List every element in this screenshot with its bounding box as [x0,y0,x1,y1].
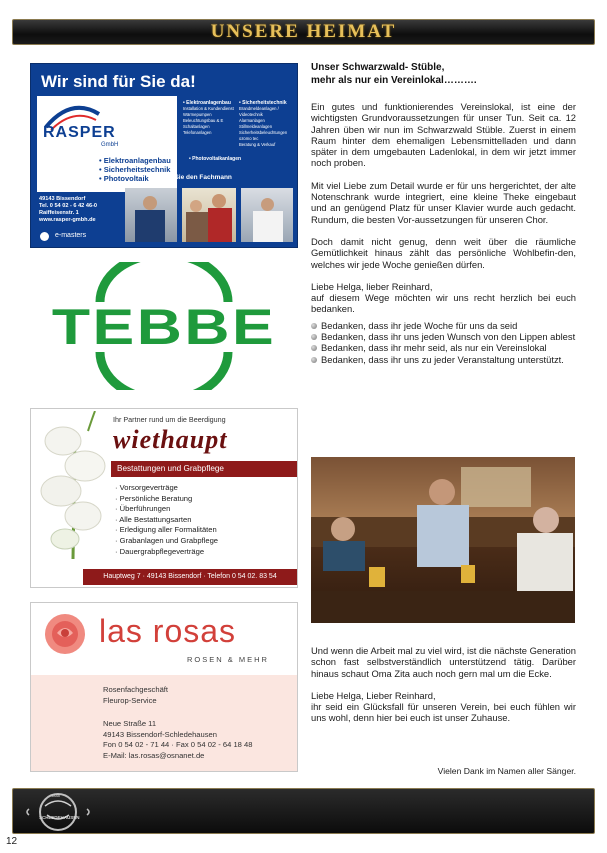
wiethaupt-service: · Dauergrabpflegeverträge [115,546,205,556]
lasrosas-info-2 [103,719,252,761]
wiethaupt-service: · Grabanlagen und Grabpflege [115,535,219,545]
lasrosas-info-1 [103,685,168,706]
rasper-col2-line: Brandmeldeanlagen / Videotechnik [239,106,279,117]
rasper-slogan: Wir sind für Sie da! [41,72,196,91]
bullet-icon [311,357,317,363]
lasrosas-line: Neue Straße 11 [103,719,157,728]
article-paragraph [311,281,576,315]
list-item: Bedanken, dass ihr uns jeden Wunsch von den Lippen ablest [311,331,576,342]
rasper-col2-title: • Sicherheitstechnik [239,100,287,106]
rasper-photo-2 [182,188,236,242]
rasper-col2-line: Stillmeldeanlagen [239,124,273,129]
wiethaupt-service: · Persönliche Beratung [115,493,193,503]
bullet-icon [311,323,317,329]
gladiolus-flower-icon [33,411,113,561]
wiethaupt-service: · Alle Bestattungsarten [115,514,192,524]
article-line: ihr seid ein Glücksfall für unseren Verein, bei euch fühlen wir uns wohl, denn hier bei euch ist unser Zuhause. [311,701,576,724]
rasper-address [39,196,97,224]
lasrosas-line: Fon 0 54 02 - 71 44 · Fax 0 54 02 - 64 18 48 [103,740,253,750]
ad-rasper [30,63,298,248]
article-title-line: mehr als nur ein Vereinlokal………. [311,74,477,86]
page-header-title: UNSERE HEIMAT [210,21,397,42]
rasper-col2-line: ozomo tec [239,136,259,141]
tebbe-logo-text: TEBBE [51,299,277,355]
wiethaupt-band: Bestattungen und Grabpflege [111,461,297,477]
list-item: Bedanken, dass ihr uns zu jeder Veranstaltung unterstützt. [311,354,576,365]
rasper-photo-3 [241,188,293,242]
rasper-col1-line: Installation & Kundendienst [183,106,234,111]
lasrosas-line: 49143 Bissendorf-Schledehausen [103,729,217,739]
rasper-col1-line: Beleuchtungsbau & E [183,118,224,123]
article-line: auf diesem Wege möchten wir uns recht herzlich bei euch bedanken. [311,292,576,315]
rasper-address-line: www.rasper-gmbh.de [39,217,96,223]
lasrosas-sub: ROSEN & MEHR [187,655,269,664]
rose-icon [39,611,91,657]
article-signoff: Vielen Dank im Namen aller Sänger. [437,766,576,776]
thanks-list [311,320,576,365]
rasper-col1-line: Telefonanlagen [183,130,212,135]
lasrosas-logo-panel [31,603,297,675]
lasrosas-name: las rosas [99,613,237,649]
wiethaupt-service: · Überführungen [115,504,171,514]
article-salutation: Liebe Helga, lieber Reinhard, [311,280,433,292]
article-paragraph: Mit viel Liebe zum Detail wurde er für uns hergerichtet, der alte Notenschrank wurde integriert, eine kleine Theke eingebaut und an genügend Platz für unser Klavier wurde auch gedacht. Rundum, die besten Vor-aussetzungen für unseren Chor. [311,179,576,225]
article-paragraph [311,690,576,724]
ad-lasrosas [30,602,298,772]
wiethaupt-name: wiethaupt [113,425,228,454]
rasper-logo-sub: GmbH [101,142,119,148]
article-paragraph: Doch damit nicht genug, denn weit über die räumliche Gemütlichkeit hinaus zählt das persönliche Wohlbefin-den, welches wir jede Woche genießen dürfen. [311,235,576,270]
bar-photo [311,457,575,623]
rasper-address-line: 49143 Bissendorf [39,196,86,202]
list-item: Bedanken, dass ihr mehr seid, als nur ein Vereinslokal [311,342,576,353]
rasper-logo-name: RASPER [43,124,116,141]
article-paragraph: Ein gutes und funktionierendes Vereinslokal, ist eine der wichtigsten Grundvoraussetzungen für unser Tun. Seit ca. 12 Jahren üben wir nun im Schwarzwald Stüble. Zuerst in einem Raum hinter dem ehemaligen Lebensmittelladen und dann später in dem umgebauten Ladenlokal, in dem wir jetzt immer noch proben. [311,101,576,169]
article-title-line: Unser Schwarzwald- Stüble, [311,62,445,73]
bullet-icon [311,345,317,351]
rasper-column-3: • Photovoltaikanlagen [189,156,242,162]
list-item: Bedanken, dass ihr jede Woche für uns da seid [311,320,576,331]
article-continued [311,645,576,735]
rasper-column-1 [183,100,237,136]
rasper-column-2 [239,100,297,148]
rasper-col1-title: • Elektroanlagenbau [183,100,231,106]
rasper-col1-line: Wärmepumpen [183,112,212,117]
lasrosas-line: E-Mail: las.rosas@osnanet.de [103,750,205,760]
wiethaupt-service: · Erledigung aller Formalitäten [115,525,217,535]
rasper-photo-1 [125,188,177,242]
rasper-col2-line: Beratung & Verkauf [239,142,276,147]
lasrosas-line: Rosenfachgeschäft [103,685,169,694]
article-body [311,62,576,365]
article-paragraph: Und wenn die Arbeit mal zu viel wird, ist die nächste Generation schon fast selbstverständlich unterstützend tätig. Darüber hinaus schaut Oma Zita auch noch gern mal um die Ecke. [311,645,576,679]
wiethaupt-service: · Vorsorgeverträge [115,483,178,492]
page-footer-bar [12,788,595,834]
rasper-col1-line: Schaltanlagen [183,124,210,129]
bullet-icon [311,334,317,340]
rasper-service: • Elektroanlagenbau [99,156,171,165]
ad-tebbe [30,262,298,390]
wiethaupt-tagline: Ihr Partner rund um die Beerdigung [113,415,226,424]
rasper-emasters: e-masters [55,232,87,239]
rasper-emasters-icon [40,232,49,241]
article-salutation: Liebe Helga, Lieber Reinhard, [311,689,436,701]
rasper-service: • Sicherheitstechnik [99,165,171,174]
rasper-address-line: Raiffeisenstr. 1 [39,210,79,216]
rasper-col2-line: Sicherheitsbeleuchtungen [239,130,288,135]
page-number: 12 [6,836,18,847]
wiethaupt-footer: Hauptweg 7 · 49143 Bissendorf · Telefon 0 54 02. 83 54 [83,569,297,585]
article-title [311,62,576,87]
rasper-address-line: Tel. 0 54 02 - 6 42 46-0 [39,203,98,209]
rasper-col2-line: Alarmanlagen [239,118,265,123]
lasrosas-line: Fleurop-Service [103,695,157,705]
emblem-text: SCHLEDEHAUSEN [39,815,80,820]
rasper-service: • Photovoltaik [99,174,149,183]
page-header-bar [12,19,595,45]
rasper-fachmann: Fragen Sie den Fachmann [151,174,232,181]
wiethaupt-services [115,483,218,557]
ad-wiethaupt [30,408,298,588]
emblem-year: 1888 [51,793,60,798]
